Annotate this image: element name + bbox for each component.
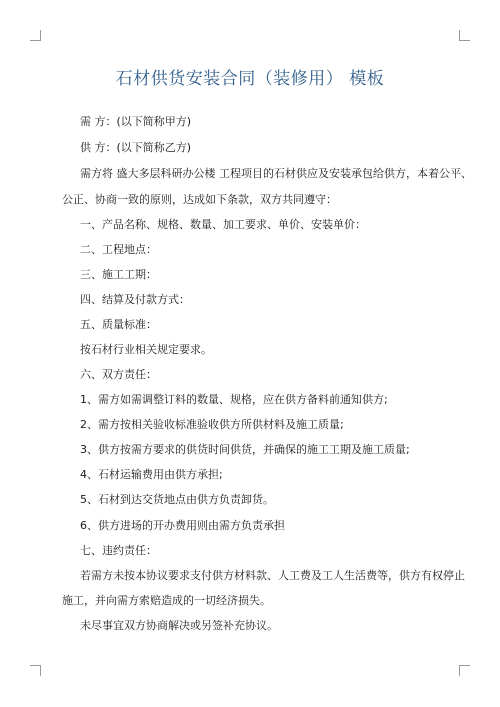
paragraph-line: 施工，并向需方索赔造成的一切经济损失。 [62, 594, 271, 607]
paragraph-line: 四、结算及付款方式： [80, 293, 190, 306]
paragraph-line: 4、石材运输费用由供方承担; [80, 468, 223, 481]
paragraph-line: 若需方未按本协议要求支付供方材料款、人工费及工人生活费等，供方有权停止 [80, 569, 465, 582]
paragraph-line: 六、双方责任： [80, 368, 157, 381]
paragraph-line: 需 方：(以下简称甲方) [80, 115, 192, 128]
paragraph-line: 需方将 盛大多层科研办公楼 工程项目的石材供应及安装承包给供方，本着公平、 [80, 167, 472, 180]
paragraph-line: 三、施工工期： [80, 268, 157, 281]
paragraph-line: 3、供方按需方要求的供货时间供货，并确保的施工工期及施工质量; [80, 443, 410, 456]
paragraph-line: 2、需方按相关验收标准验收供方所供材料及施工质量; [80, 418, 344, 431]
paragraph-line: 供 方：(以下简称乙方) [80, 141, 192, 154]
crop-mark-bottom-left [30, 665, 41, 676]
crop-mark-bottom-right [459, 665, 470, 676]
paragraph-line: 公正、协商一致的原则，达成如下条款，双方共同遵守： [62, 193, 337, 206]
paragraph-line: 五、质量标准： [80, 318, 157, 331]
paragraph-line: 二、工程地点： [80, 243, 157, 256]
paragraph-line: 未尽事宜双方协商解决或另签补充协议。 [80, 619, 278, 632]
paragraph-line: 七、违约责任： [80, 544, 157, 557]
crop-mark-top-left [30, 30, 41, 41]
paragraph-line: 5、石材到达交货地点由供方负责卸货。 [80, 493, 274, 506]
paragraph-line: 6、供方进场的开办费用则由需方负责承担 [80, 519, 285, 532]
document-title: 石材供货安装合同（装修用） 模板 [115, 69, 385, 89]
paragraph-line: 1、需方如需调整订料的数量、规格，应在供方备料前通知供方; [80, 393, 388, 406]
paragraph-line: 按石材行业相关规定要求。 [80, 343, 212, 356]
paragraph-line: 一、产品名称、规格、数量、加工要求、单价、安装单价： [80, 218, 366, 231]
crop-mark-top-right [459, 30, 470, 41]
